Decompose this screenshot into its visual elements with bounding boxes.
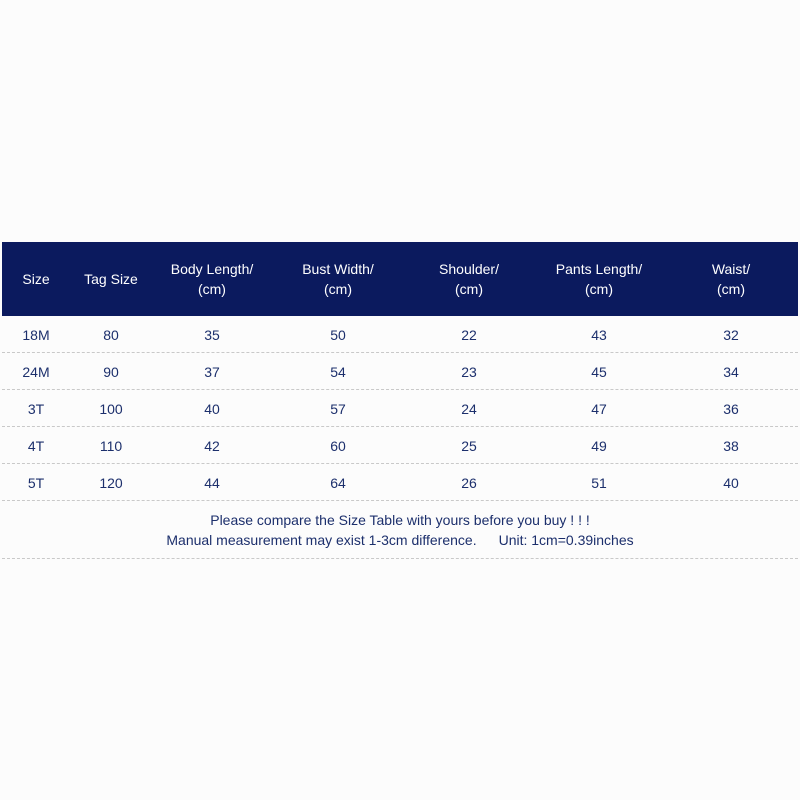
cell-bust-width: 64 (330, 474, 346, 491)
cell-pants-length: 45 (591, 363, 607, 380)
cell-waist: 38 (723, 437, 739, 454)
header-pants-length: Pants Length/ (cm) (555, 261, 643, 297)
size-note (2, 502, 798, 559)
cell-pants-length: 49 (591, 437, 607, 454)
cell-size: 18M (22, 326, 50, 343)
cell-tag-size: 80 (103, 326, 119, 343)
cell-bust-width: 57 (330, 400, 346, 417)
cell-pants-length: 47 (591, 400, 607, 417)
cell-body-length: 37 (204, 363, 220, 380)
header-size: Size (22, 271, 50, 287)
table-row (2, 465, 798, 501)
cell-bust-width: 50 (330, 326, 346, 343)
cell-tag-size: 110 (99, 437, 123, 454)
cell-tag-size: 120 (99, 474, 123, 491)
cell-shoulder: 23 (461, 363, 477, 380)
cell-size: 3T (27, 400, 45, 417)
cell-waist: 40 (723, 474, 739, 491)
cell-pants-length: 43 (591, 326, 607, 343)
header-shoulder: Shoulder/ (cm) (439, 261, 499, 297)
cell-shoulder: 22 (461, 326, 477, 343)
cell-shoulder: 25 (461, 437, 477, 454)
cell-tag-size: 90 (103, 363, 119, 380)
header-tag-size: Tag Size (84, 271, 138, 287)
cell-body-length: 35 (204, 326, 220, 343)
cell-body-length: 40 (204, 400, 220, 417)
cell-waist: 32 (723, 326, 739, 343)
cell-shoulder: 24 (461, 400, 477, 417)
cell-shoulder: 26 (461, 474, 477, 491)
table-row (2, 428, 798, 464)
note-unit-text: Unit: 1cm=0.39inches (498, 532, 634, 548)
header-waist: Waist/ (cm) (711, 261, 751, 297)
cell-pants-length: 51 (591, 474, 607, 491)
header-bust-width: Bust Width/ (cm) (302, 261, 374, 297)
size-table (2, 242, 798, 559)
cell-waist: 34 (723, 363, 739, 380)
cell-waist: 36 (723, 400, 739, 417)
cell-bust-width: 60 (330, 437, 346, 454)
cell-size: 4T (27, 437, 45, 454)
cell-size: 5T (27, 474, 45, 491)
header-body-length: Body Length/ (cm) (170, 261, 254, 297)
cell-size: 24M (22, 363, 50, 380)
table-row (2, 354, 798, 390)
note-line-measurement (2, 530, 798, 550)
table-header-row (2, 242, 798, 316)
table-row (2, 317, 798, 353)
note-measurement-text: Manual measurement may exist 1-3cm difference. (166, 532, 477, 548)
cell-tag-size: 100 (99, 400, 123, 417)
note-line-compare: Please compare the Size Table with yours before you buy ! ! ! (210, 512, 590, 528)
cell-bust-width: 54 (330, 363, 346, 380)
table-row (2, 391, 798, 427)
cell-body-length: 44 (204, 474, 220, 491)
cell-body-length: 42 (204, 437, 220, 454)
